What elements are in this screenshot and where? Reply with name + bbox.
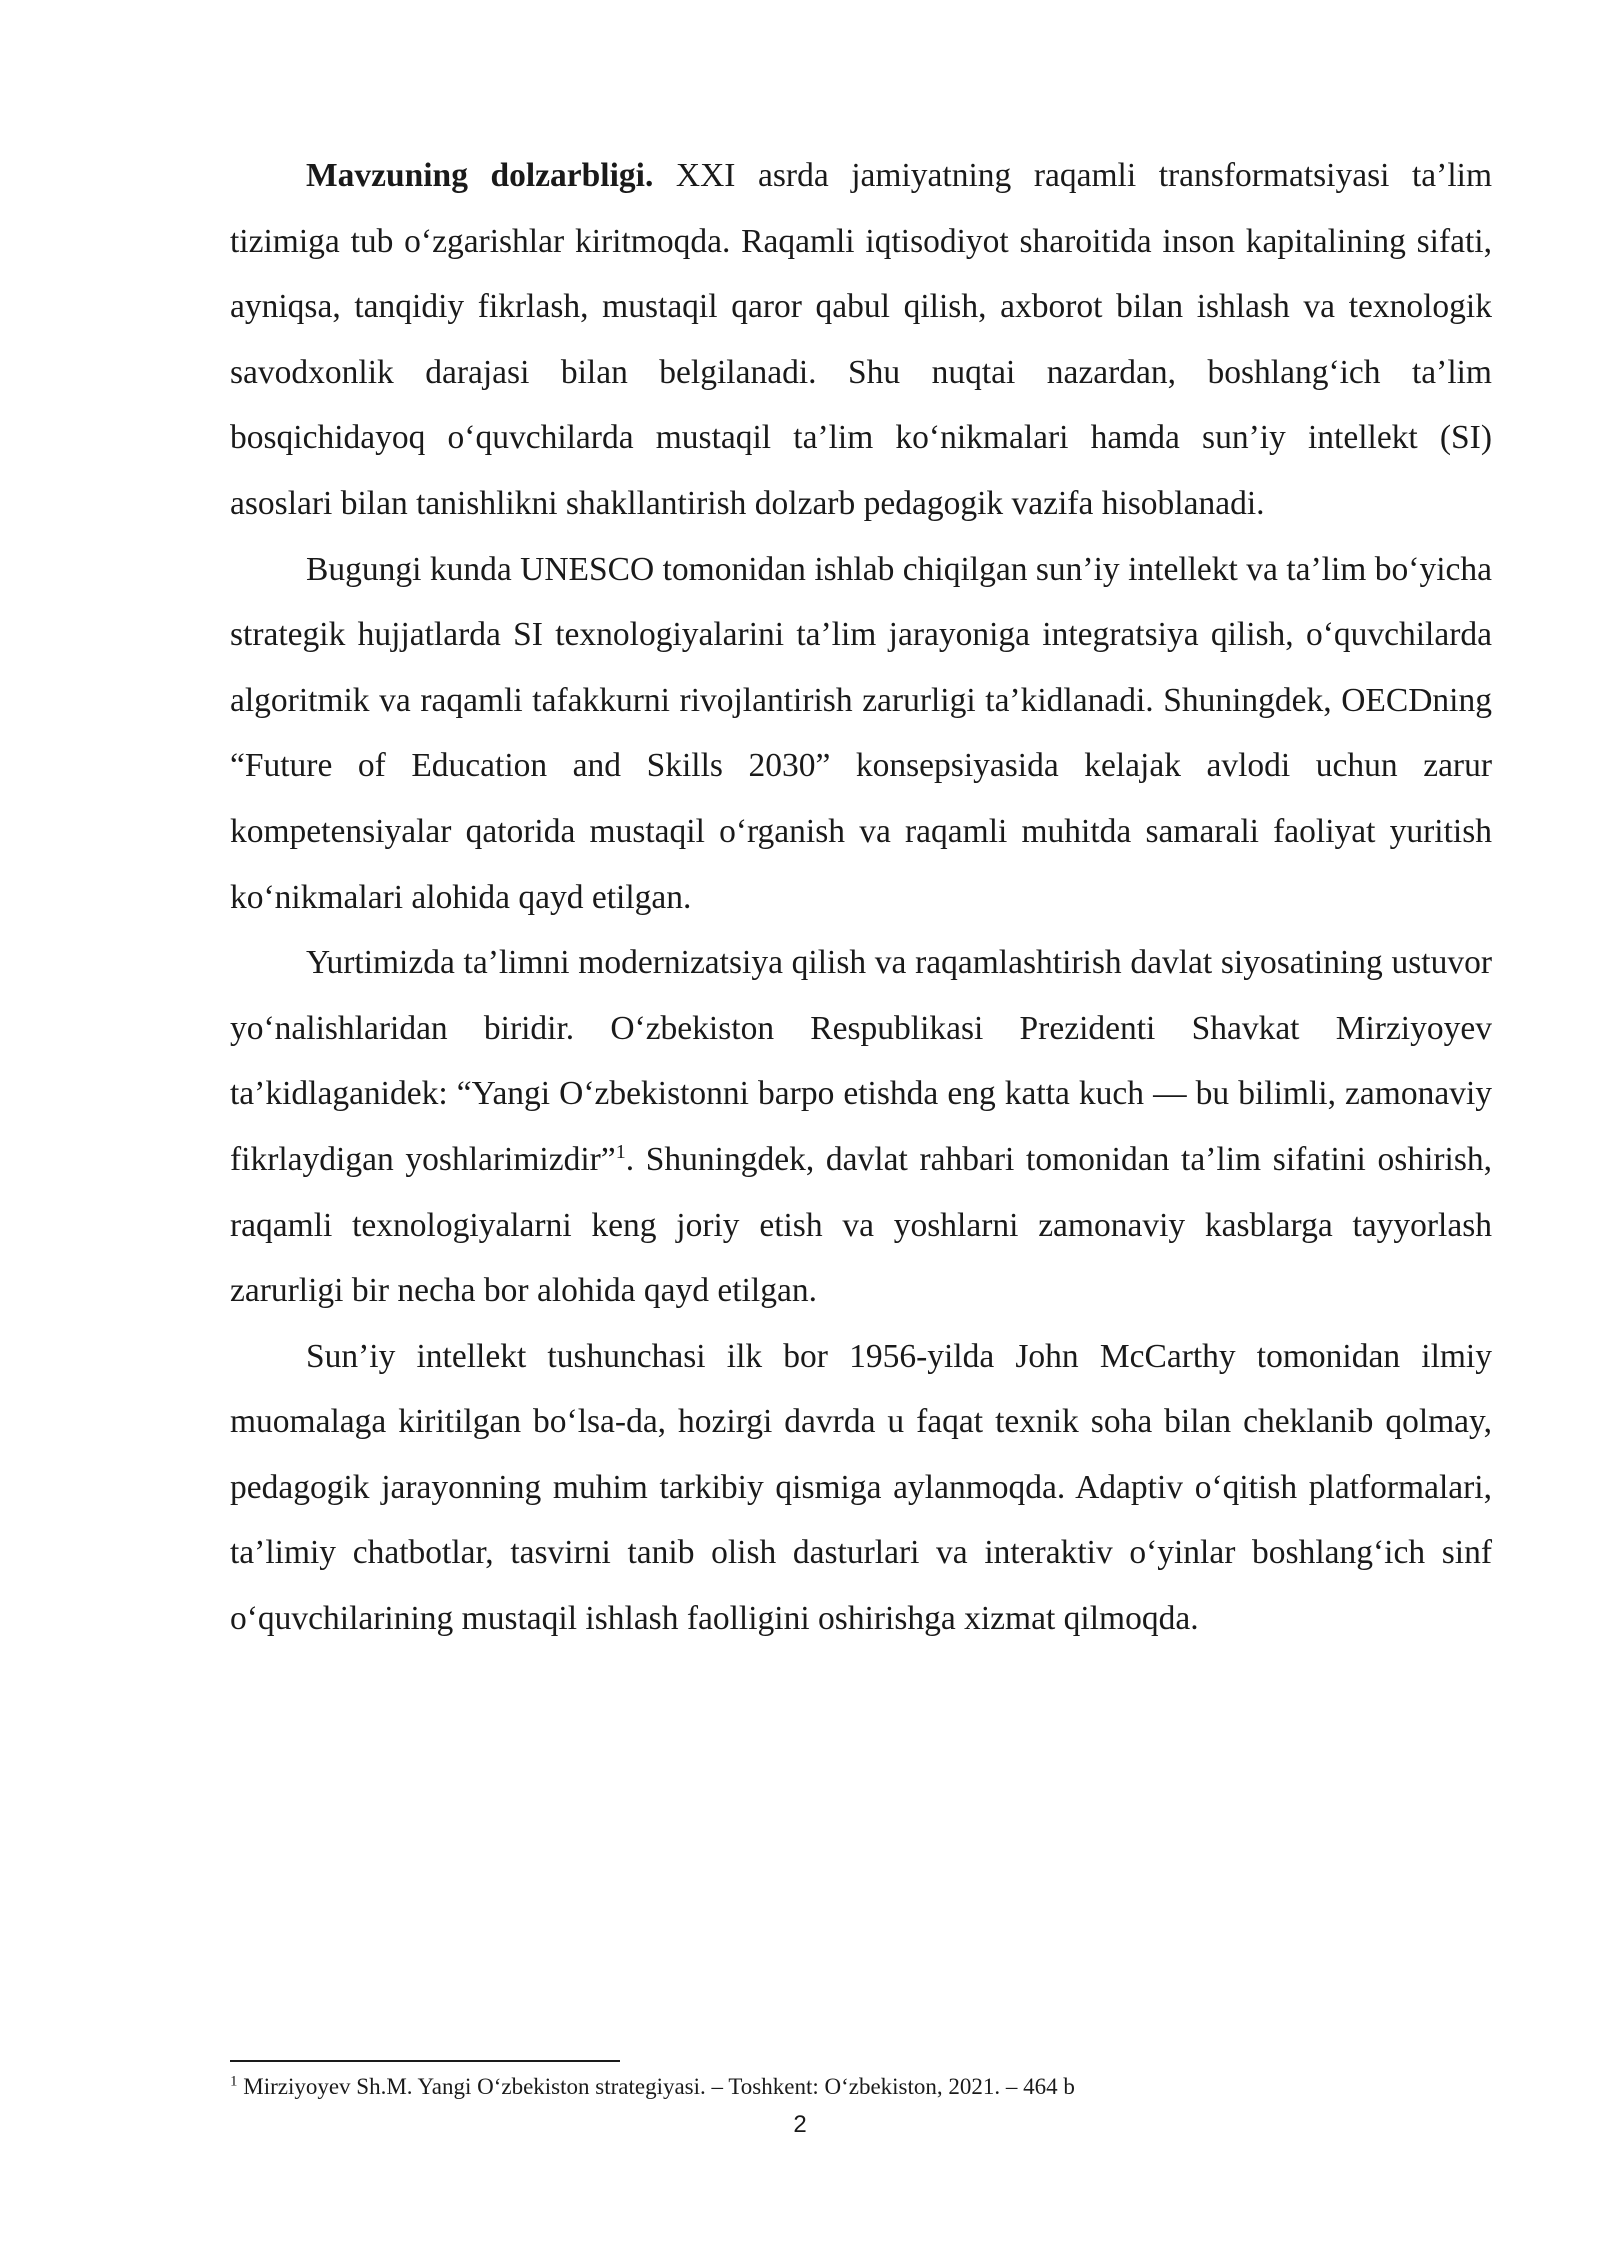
paragraph-text: Yurtimizda ta’limni modernizatsiya qilish va raqamlashtirish davlat siyosatining ustuvor yo‘nalishlaridan biridir. O‘zbekiston Respublikasi Prezidenti Shavkat Mirziyoyev ta’kidlaganidek: “Yangi O‘zbekistonni barpo etishda eng katta kuch — bu bilimli, zamonaviy fikrlaydigan yoshlarimizdir” bbox=[230, 944, 1492, 1178]
paragraph-modernization bbox=[230, 930, 1492, 1324]
footnote-reference[interactable]: 1 bbox=[615, 1140, 626, 1163]
paragraph-text: XXI asrda jamiyatning raqamli transformatsiyasi ta’lim tizimiga tub o‘zgarishlar kiritmoqda. Raqamli iqtisodiyot sharoitida inson kapitalining sifati, ayniqsa, tanqidiy fikrlash, mustaqil qaror qabul qilish, axborot bilan ishlash va texnologik savodxonlik darajasi bilan belgilanadi. Shu nuqtai nazardan, boshlang‘ich ta’lim bosqichidayoq o‘quvchilarda mustaqil ta’lim ko‘nikmalari hamda sun’iy intellekt (SI) asoslari bilan tanishlikni shakllantirish dolzarb pedagogik vazifa hisoblanadi. bbox=[230, 157, 1492, 522]
paragraph-unesco bbox=[230, 537, 1492, 931]
page-number: 2 bbox=[793, 2111, 807, 2138]
paragraph-ai-history bbox=[230, 1324, 1492, 1652]
paragraph-text: Bugungi kunda UNESCO tomonidan ishlab chiqilgan sun’iy intellekt va ta’lim bo‘yicha strategik hujjatlarda SI texnologiyalarini ta’lim jarayoniga integratsiya qilish, o‘quvchilarda algoritmik va raqamli tafakkurni rivojlantirish zarurligi ta’kidlanadi. Shuningdek, OECDning “Future of Education and Skills 2030” konsepsiyasida kelajak avlodi uchun zarur kompetensiyalar qatorida mustaqil o‘rganish va raqamli muhitda samarali faoliyat yuritish ko‘nikmalari alohida qayd etilgan. bbox=[230, 550, 1492, 916]
footnote-separator bbox=[230, 2060, 620, 2062]
paragraph-text: Sun’iy intellekt tushunchasi ilk bor 1956-yilda John McCarthy tomonidan ilmiy muomalaga kiritilgan bo‘lsa-da, hozirgi davrda u faqat texnik soha bilan cheklanib qolmay, pedagogik jarayonning muhim tarkibiy qismiga aylanmoqda. Adaptiv o‘qitish platformalari, ta’limiy chatbotlar, tasvirni tanib olish dasturlari va interaktiv o‘yinlar boshlang‘ich sinf o‘quvchilarining mustaqil ishlash faolligini oshirishga xizmat qilmoqda. bbox=[230, 1337, 1492, 1638]
paragraph-text: . Shuningdek, davlat rahbari tomonidan ta’lim sifatini oshirish, raqamli texnologiyalarni keng joriy etish va yoshlarni zamonaviy kasblarga tayyorlash zarurligi bir necha bor alohida qayd etilgan. bbox=[230, 1140, 1492, 1310]
footnote bbox=[230, 2072, 1492, 2102]
paragraph-relevance bbox=[230, 143, 1492, 537]
body-text bbox=[230, 143, 1492, 1652]
footnote-marker: 1 bbox=[230, 2073, 238, 2090]
footnote-text: Mirziyoyev Sh.M. Yangi O‘zbekiston strategiyasi. – Toshkent: O‘zbekiston, 2021. – 464 b bbox=[237, 2074, 1075, 2099]
section-heading-inline: Mavzuning dolzarbligi. bbox=[306, 157, 654, 194]
